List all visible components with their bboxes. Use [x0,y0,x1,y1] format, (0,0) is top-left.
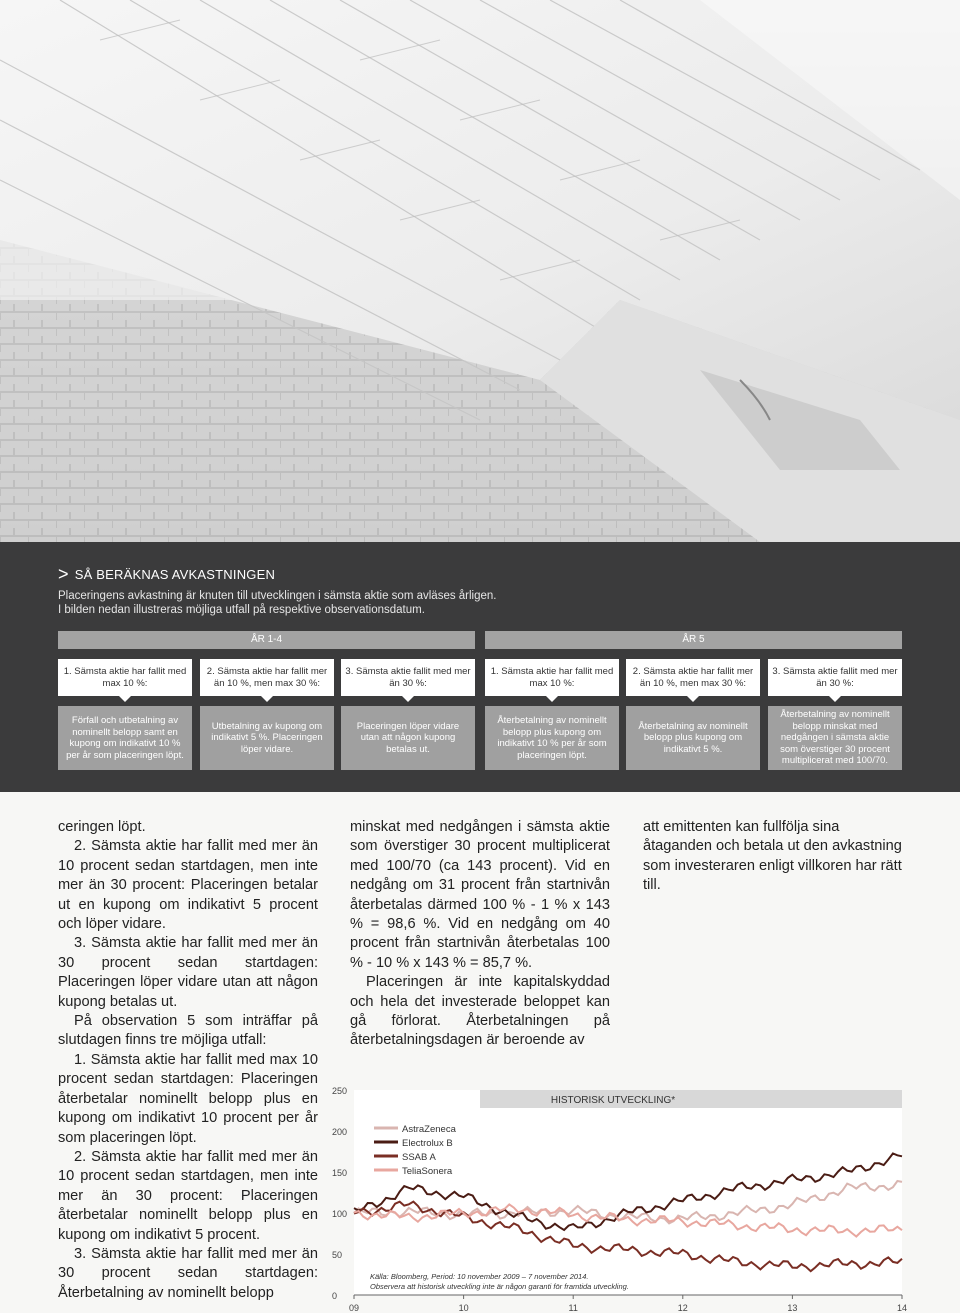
infobox-intro-line-1: Placeringens avkastning är knuten till utvecklingen i sämsta aktie som avläses årligen. [58,590,497,602]
paragraph: 1. Sämsta aktie har fallit med max 10 procent sedan startdagen: Placeringen återbetalar nominellt belopp plus en kupong om indikativt 10 procent per år som placeringen löpt. [58,1051,318,1146]
paragraph: 2. Sämsta aktie har fallit med mer än 10 procent sedan startdagen, men inte mer än 30 procent: Placeringen betalar ut en kupong om indikativt 5 procent och löper vidare. [58,838,318,933]
legend-label: Electrolux B [402,1138,453,1149]
outcome-box-6: Återbetalning av nominellt belopp minskat med nedgången i sämsta aktie som överstiger 30 procent multiplicerat med 100/70. [768,706,902,770]
chart-title: HISTORISK UTVECKLING* [550,1095,676,1106]
outcome-box-5: Återbetalning av nominellt belopp plus kupong om indikativt 5 %. [626,706,760,770]
infobox-heading [58,564,275,585]
year-bar-5: ÅR 5 [485,631,902,649]
chart-svg [330,1082,910,1313]
y-tick-label: 150 [332,1168,348,1178]
outcome-box-1: Förfall och utbetalning av nominellt belopp samt en kupong om indikativt 10 % per år som placeringen löpt. [58,706,192,770]
x-tick-label: 13 [787,1303,798,1313]
text-column-1 [58,818,318,1303]
paragraph: att emittenten kan fullfölja sina åtaganden och betala ut den avkastning som investeraren enligt villkoren har rätt till. [643,819,902,894]
chevron-right-icon: > [58,564,69,584]
case-box-6: 3. Sämsta aktie fallit med mer än 30 %: [768,659,902,696]
roof-tiles-image [0,0,960,542]
chart-disclaimer: Observera att historisk utveckling inte är någon garanti för framtida utveckling. [370,1282,629,1291]
x-tick-label: 12 [677,1303,688,1313]
outcome-box-2: Utbetalning av kupong om indikativt 5 %. Placeringen löper vidare. [200,706,334,770]
infobox-heading-text: SÅ BERÄKNAS AVKASTNINGEN [74,567,276,582]
x-tick-label: 09 [348,1303,360,1313]
year-bar-1-4: ÅR 1-4 [58,631,475,649]
paragraph: ceringen löpt. [58,819,146,835]
case-box-1: 1. Sämsta aktie har fallit med max 10 %: [58,659,192,696]
text-column-2 [350,818,610,1051]
x-tick-label: 10 [458,1303,469,1313]
case-box-5: 2. Sämsta aktie har fallit mer än 10 %, men max 30 %: [626,659,760,696]
case-box-2: 2. Sämsta aktie har fallit mer än 10 %, men max 30 %: [200,659,334,696]
x-tick-label: 11 [568,1303,578,1313]
outcome-box-3: Placeringen löper vidare utan att någon kupong betalas ut. [341,706,475,770]
legend-label: TeliaSonera [402,1166,453,1177]
y-tick-label: 50 [332,1250,343,1260]
paragraph: 2. Sämsta aktie har fallit med mer än 10 procent sedan startdagen, men inte mer än 30 procent: Placeringen återbetalar nominellt belopp plus en kupong om indikativt 5 procent. [58,1148,318,1243]
y-tick-label: 200 [332,1127,348,1137]
historical-chart [330,1082,910,1313]
legend-label: SSAB A [402,1152,436,1163]
x-tick-label: 14 [896,1303,908,1313]
hero-photo [0,0,960,542]
y-tick-label: 250 [332,1086,348,1096]
legend-label: AstraZeneca [402,1124,456,1135]
text-column-3 [643,818,905,896]
calculation-infobox [0,542,960,792]
outcome-box-4: Återbetalning av nominellt belopp plus kupong om indikativt 10 % per år som placeringen löpt. [485,706,619,770]
case-box-3: 3. Sämsta aktie fallit med mer än 30 %: [341,659,475,696]
paragraph: 3. Sämsta aktie har fallit med mer än 30 procent sedan startdagen: Återbetalning av nominellt belopp [58,1245,318,1301]
chart-source: Källa: Bloomberg, Period: 10 november 2009 – 7 november 2014. [370,1272,589,1281]
chart-title-bar [480,1090,902,1108]
paragraph: minskat med nedgången i sämsta aktie som överstiger 30 procent multiplicerat med 100/70 (ca 143 procent). Vid en nedgång om 31 procent från startnivån återbetalas därmed 100 % - 1 % x 143 % = 98,6 %. Vid en nedgång om 40 procent från startnivån återbetalas 100 % - 10 % x 143 % = 85,7 %. [350,819,610,971]
y-tick-label: 100 [332,1209,348,1219]
infobox-intro-line-2: I bilden nedan illustreras möjliga utfall på respektive observationsdatum. [58,604,425,616]
paragraph: På observation 5 som inträffar på slutdagen finns tre möjliga utfall: [58,1013,318,1049]
paragraph: 3. Sämsta aktie har fallit med mer än 30 procent sedan startdagen: Placeringen löper vidare utan att någon kupong betalas ut. [58,935,318,1010]
y-tick-label: 0 [332,1291,338,1301]
case-box-4: 1. Sämsta aktie har fallit med max 10 %: [485,659,619,696]
paragraph: Placeringen är inte kapitalskyddad och hela det investerade beloppet kan gå förlorat. Återbetalningen på återbetalningsdagen är beroende av [350,974,610,1049]
